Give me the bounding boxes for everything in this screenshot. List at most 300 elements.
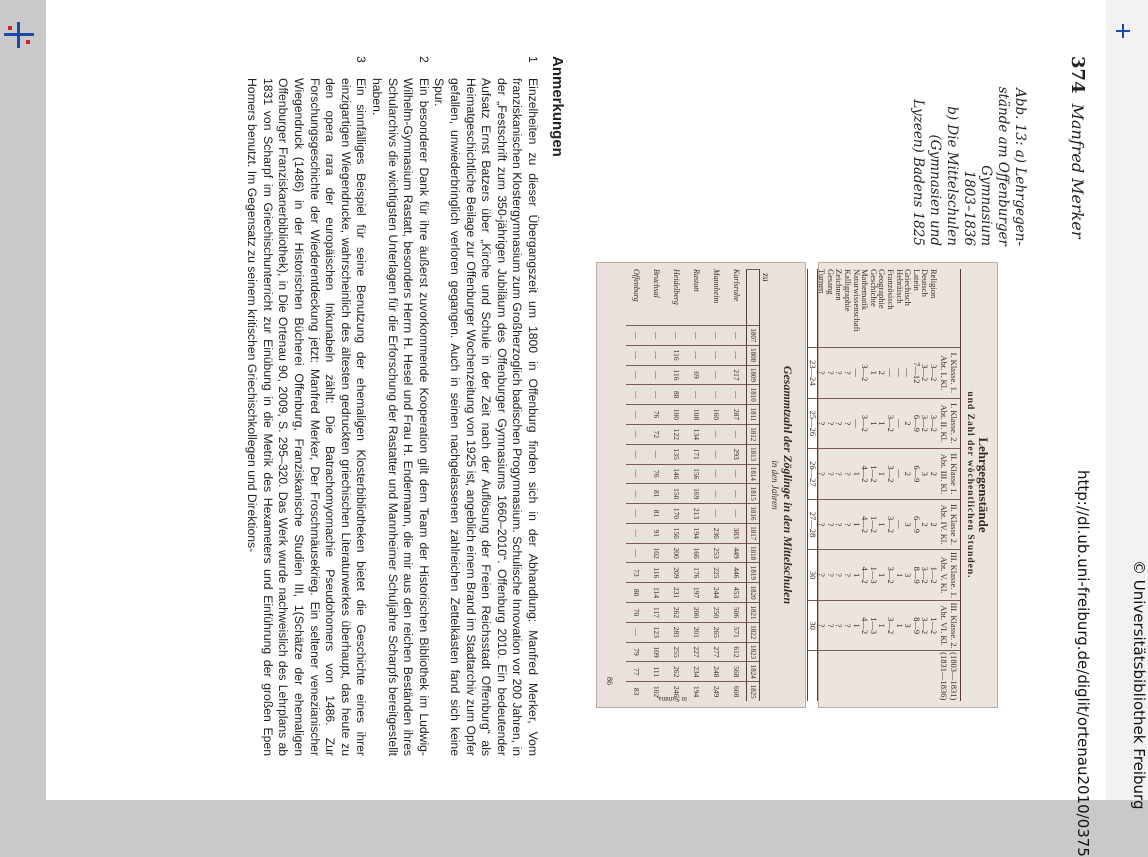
pupil-count-cell: 91 — [646, 523, 666, 543]
hours-cell: ? — [826, 499, 835, 550]
pupil-count-cell: 244 — [706, 582, 726, 602]
hours-cell: 1 — [878, 398, 887, 449]
hours-cell: ? — [818, 549, 827, 600]
subjects-header-cell: I. Klasse. 1. Abt. I. Kl. — [938, 347, 960, 398]
pupil-count-cell: — — [626, 365, 646, 385]
pupil-count-cell: 293 — [726, 444, 746, 464]
hours-cell: — — [895, 347, 904, 398]
hours-cell: 1 — [869, 398, 878, 449]
pupils-table-left-mark: zu — [761, 273, 771, 282]
author-name: Manfred Merker — [1068, 103, 1087, 239]
pupil-count-cell: 88 — [666, 384, 686, 404]
pupils-table-subtitle: in den Jahren — [770, 460, 780, 510]
hours-cell: — — [895, 398, 904, 449]
hours-cell: 3—2 — [929, 398, 938, 449]
pupil-count-cell: — — [726, 345, 746, 365]
caption-line: b) Die Mittelschulen — [944, 106, 960, 246]
permalink[interactable]: http://dl.ub.uni-freiburg.de/diglit/ortenau2010/0375 — [1074, 470, 1092, 857]
pupil-count-cell: — — [626, 523, 646, 543]
pupil-count-cell: 248 — [706, 661, 726, 681]
subject-label: Gesang — [825, 269, 836, 295]
pupil-count-cell: — — [626, 325, 646, 345]
pupil-count-cell: 209 — [666, 562, 686, 582]
pupil-count-cell: 156 — [666, 523, 686, 543]
pupil-count-cell: 265 — [706, 622, 726, 642]
hours-cell: — — [904, 347, 913, 398]
hours-cell: 8—9 — [912, 600, 921, 651]
hours-cell: 2 — [929, 448, 938, 499]
hours-cell: ? — [826, 398, 835, 449]
note-item — [368, 56, 430, 756]
pupils-extra-value: 86 — [605, 677, 614, 685]
totals-label — [808, 269, 818, 347]
hours-cell — [835, 650, 844, 701]
hours-cell: 2 — [929, 499, 938, 550]
pupil-count-cell: 169 — [686, 483, 706, 503]
pupil-count-cell: — — [626, 503, 646, 523]
hours-cell: 6—9 — [912, 398, 921, 449]
pupil-count-cell: 231 — [666, 582, 686, 602]
year-header-cell: 1813 — [746, 444, 759, 464]
pupil-count-cell: — — [706, 444, 726, 464]
pupil-count-cell: 217 — [726, 365, 746, 385]
caption-line: Gymnasium — [978, 165, 994, 246]
pupil-count-cell: 281 — [666, 622, 686, 642]
scanned-page — [46, 0, 1106, 800]
hours-cell: 1 — [895, 600, 904, 651]
pupil-count-cell: — — [706, 424, 726, 444]
pupil-count-cell: 449 — [726, 543, 746, 563]
note-item — [431, 56, 540, 756]
year-header-cell: 1818 — [746, 543, 759, 563]
pupil-count-cell: 255 — [666, 642, 686, 662]
place-label: Karlsruhe — [732, 269, 741, 302]
figure-caption — [909, 56, 1028, 246]
hours-cell: 3—2 — [886, 448, 895, 499]
pupil-count-cell: — — [706, 325, 726, 345]
hours-cell: — — [895, 448, 904, 499]
running-head — [1067, 56, 1088, 238]
hours-cell: ? — [826, 347, 835, 398]
year-header-cell: 1819 — [746, 562, 759, 582]
hours-cell — [869, 650, 878, 701]
hours-cell: — — [895, 499, 904, 550]
pupil-count-cell: 102 — [646, 543, 666, 563]
hours-cell: 3—2 — [921, 398, 930, 449]
pupil-count-cell: 117 — [646, 602, 666, 622]
hours-cell: 1 — [852, 448, 861, 499]
pupil-count-cell: — — [726, 424, 746, 444]
hours-cell: 3 — [904, 499, 913, 550]
copyright-line: © Universitätsbibliothek Freiburg — [1130, 560, 1148, 810]
pupil-count-cell: — — [626, 444, 646, 464]
hours-cell: 2 — [904, 398, 913, 449]
pupil-count-cell: 171 — [686, 444, 706, 464]
pupil-count-cell: 72 — [646, 424, 666, 444]
pupil-count-cell: 194 — [686, 681, 706, 701]
subject-label: Deutsch — [920, 269, 931, 297]
hours-cell: 3—2 — [921, 549, 930, 600]
hours-cell: ? — [818, 600, 827, 651]
hours-cell: 1 — [878, 499, 887, 550]
pupil-count-cell: 114 — [646, 582, 666, 602]
year-header-cell: 1821 — [746, 602, 759, 622]
pupil-count-cell: — — [626, 483, 646, 503]
pupil-count-cell: — — [626, 384, 646, 404]
hours-cell: 4—2 — [861, 499, 870, 550]
pupil-count-cell: 135 — [666, 444, 686, 464]
hours-cell: 2 — [904, 448, 913, 499]
pupil-count-cell: 568 — [726, 661, 746, 681]
library-mini-logo-icon[interactable] — [1116, 24, 1130, 38]
notes-heading: Anmerkungen — [549, 56, 566, 157]
subject-label: Geographie — [877, 269, 888, 309]
hours-cell: ? — [826, 448, 835, 499]
pupil-count-cell: 123 — [646, 622, 666, 642]
subjects-table-subtitle: und Zahl der wöchentlichen Stunden. — [965, 391, 975, 579]
library-logo-icon[interactable] — [4, 22, 34, 48]
pupils-grid — [626, 269, 760, 701]
subject-label: Latein — [911, 269, 922, 291]
pupil-count-cell: 122 — [666, 424, 686, 444]
pupil-count-cell: 77 — [626, 661, 646, 681]
pupil-count-cell: — — [626, 464, 646, 484]
pupil-count-cell: 197 — [686, 582, 706, 602]
pupil-count-cell: 111 — [646, 661, 666, 681]
subjects-header-cell: (1803—1831) (1831—1836) — [939, 652, 959, 701]
pupils-table — [596, 262, 806, 708]
pupil-count-cell: 116 — [666, 345, 686, 365]
pupil-count-cell: 506 — [726, 602, 746, 622]
pupil-count-cell: 160 — [706, 404, 726, 424]
pupil-count-cell: — — [726, 325, 746, 345]
year-header-cell: 1811 — [746, 404, 759, 424]
pupil-count-cell: — — [646, 384, 666, 404]
hours-cell: 3—2 — [886, 600, 895, 651]
total-hours-cell: 23—24 — [808, 347, 818, 398]
note-number: 2 — [416, 56, 431, 63]
note-text: Einzelheiten zu dieser Übergangszeit um 1800 in Offenburg finden sich in der Abhandlung: Manfred Merker, Vom franziskanischen Klostergymnasium zum Großherzoglich badischen Progymnasium. Schulische Innovation vor 200 Jahren, in der „Festschrift zum 350-jährigen Jubiläum des Offenburger Gymnasiums 1660–2010“. Offenburg 2010. Ein bedeutender Aufsatz Ernst Batzers über „Kirche und Schule in der Zeit nach der Auflösung der Freien Reichsstadt Offenburg“ als Heimatgeschichtliche Beilage zur Offenburger Wochenzeitung von 1925 ist, angeblich einem Brand im Stadtarchiv zum Opfer gefallen, unwiederbringlich verloren gegangen. Auch in seinen nachgelassenen zahlreichen Zettelkästen fand sich keine Spur. — [432, 78, 540, 756]
pupil-count-cell: — — [706, 345, 726, 365]
pupil-count-cell: 213 — [686, 503, 706, 523]
pupil-count-cell: — — [626, 622, 646, 642]
place-label: Mannheim — [712, 269, 721, 304]
pupil-count-cell: 81 — [646, 503, 666, 523]
pupil-count-cell: 102 — [646, 681, 666, 701]
pupil-count-cell: 70 — [626, 602, 646, 622]
pupil-count-cell: — — [706, 384, 726, 404]
pupil-count-cell: 116 — [646, 562, 666, 582]
hours-cell: 1 — [878, 600, 887, 651]
year-header-cell: 1817 — [746, 523, 759, 543]
year-header-cell: 1809 — [746, 365, 759, 385]
hours-cell: 6—9 — [912, 499, 921, 550]
pupils-corner-cell — [746, 269, 759, 325]
pupil-count-cell: — — [626, 424, 646, 444]
place-label: Heidelberg — [672, 269, 681, 305]
pupil-count-cell: 134 — [686, 424, 706, 444]
hours-cell: ? — [843, 347, 852, 398]
pupil-count-cell: 262 — [666, 602, 686, 622]
note-item — [244, 56, 369, 756]
year-header-cell: 1816 — [746, 503, 759, 523]
hours-cell: ? — [843, 600, 852, 651]
pupil-count-cell: — — [686, 325, 706, 345]
pupil-count-cell: 150 — [666, 483, 686, 503]
pupil-count-cell: 227 — [686, 642, 706, 662]
subject-label: Französisch — [886, 269, 897, 310]
hours-cell: ? — [818, 499, 827, 550]
caption-line: 1803–1836 — [961, 170, 977, 246]
pupil-count-cell: — — [626, 345, 646, 365]
hours-cell: — — [852, 347, 861, 398]
hours-cell — [852, 650, 861, 701]
pupil-count-cell: 194 — [686, 523, 706, 543]
pupil-count-cell: — — [666, 325, 686, 345]
year-header-cell: 1807 — [746, 325, 759, 345]
hours-cell: 1 — [878, 448, 887, 499]
pupil-count-cell: 80 — [626, 582, 646, 602]
subjects-table — [807, 262, 998, 708]
pupil-count-cell: 109 — [646, 642, 666, 662]
hours-cell: 1 — [852, 600, 861, 651]
pupil-count-cell: 81 — [646, 483, 666, 503]
subject-label: Griechisch — [903, 269, 914, 306]
hours-cell: 3—2 — [921, 600, 930, 651]
hours-cell: 1 — [852, 499, 861, 550]
pupil-count-cell: 608 — [726, 681, 746, 701]
hours-cell: ? — [826, 600, 835, 651]
hours-cell: ? — [835, 398, 844, 449]
pupil-count-cell: 83 — [626, 681, 646, 701]
year-header-cell: 1824 — [746, 661, 759, 681]
hours-cell: 3—2 — [886, 549, 895, 600]
total-hours-cell — [808, 650, 818, 701]
pupil-count-cell: 262 — [666, 661, 686, 681]
hours-cell — [929, 650, 938, 701]
pupil-count-cell: — — [726, 483, 746, 503]
subject-label: Naturwissenschaft — [851, 269, 862, 332]
hours-cell: 1—2 — [929, 600, 938, 651]
year-header-cell: 1808 — [746, 345, 759, 365]
year-header-cell: 1820 — [746, 582, 759, 602]
hours-cell: 3—2 — [886, 499, 895, 550]
hours-cell: ? — [843, 499, 852, 550]
hours-cell: 4—2 — [861, 600, 870, 651]
hours-cell: ? — [835, 600, 844, 651]
pupil-count-cell: 446 — [726, 562, 746, 582]
pupil-count-cell: 383 — [726, 523, 746, 543]
hours-cell: 3—2 — [921, 347, 930, 398]
hours-cell: ? — [835, 347, 844, 398]
hours-cell: 3 — [904, 549, 913, 600]
hours-cell: ? — [826, 549, 835, 600]
pupil-count-cell: — — [646, 365, 666, 385]
hours-cell: 4—2 — [861, 448, 870, 499]
pupil-count-cell: — — [706, 464, 726, 484]
pupil-count-cell: 156 — [686, 464, 706, 484]
pupil-count-cell: — — [726, 384, 746, 404]
pupil-count-cell: 170 — [666, 503, 686, 523]
pupil-count-cell: 253 — [706, 543, 726, 563]
pupil-count-cell: 200 — [666, 543, 686, 563]
hours-cell: 3—2 — [886, 398, 895, 449]
pupil-count-cell: 612 — [726, 642, 746, 662]
pupil-count-cell: 234 — [686, 661, 706, 681]
pupil-count-cell: 116 — [666, 365, 686, 385]
hours-cell: 6—9 — [912, 448, 921, 499]
subjects-header-cell — [938, 269, 960, 347]
page-number: 374 — [1067, 56, 1088, 94]
pupil-count-cell: 79 — [626, 642, 646, 662]
pupil-count-cell: 166 — [686, 543, 706, 563]
hours-cell: ? — [835, 448, 844, 499]
subject-label: Religion — [929, 269, 939, 299]
year-header-cell: 1812 — [746, 424, 759, 444]
pupil-count-cell: 176 — [686, 562, 706, 582]
notes-list — [244, 56, 540, 756]
hours-cell: 4—2 — [861, 549, 870, 600]
hours-cell: ? — [843, 549, 852, 600]
total-hours-cell: 27—28 — [808, 499, 818, 550]
pupil-count-cell: — — [646, 325, 666, 345]
subjects-header-cell: III. Klasse. 1. Abt. V. Kl. — [938, 549, 960, 600]
place-label: Rastatt — [692, 269, 701, 292]
pupil-count-cell: 100 — [666, 404, 686, 424]
hours-cell — [878, 650, 887, 701]
pupil-count-cell: 200 — [686, 602, 706, 622]
pupil-count-cell: 201 — [686, 622, 706, 642]
total-hours-cell: 30 — [808, 600, 818, 651]
hours-cell: ? — [818, 448, 827, 499]
total-hours-cell: 30 — [808, 549, 818, 600]
year-header-cell: 1822 — [746, 622, 759, 642]
subject-label: Hebräisch — [894, 269, 905, 304]
hours-cell: 2 — [921, 499, 930, 550]
pupil-count-cell: — — [686, 345, 706, 365]
hours-cell — [921, 650, 930, 701]
pupil-count-cell: 249 — [706, 681, 726, 701]
hours-cell: 3—2 — [861, 347, 870, 398]
total-hours-cell: 26—27 — [808, 448, 818, 499]
caption-line: (Gymnasien und — [927, 134, 943, 246]
place-label: Bruchsal — [652, 269, 661, 298]
pupil-count-cell: 250 — [706, 602, 726, 622]
hours-cell: 1—3 — [869, 600, 878, 651]
hours-cell: 1—3 — [869, 549, 878, 600]
subjects-header-cell: II. Klasse 2. Abt. IV. Kl. — [938, 499, 960, 550]
pupil-count-cell: — — [706, 483, 726, 503]
pupil-count-cell: 225 — [706, 562, 726, 582]
hours-cell — [826, 650, 835, 701]
caption-line: stände am Offenburger — [995, 86, 1011, 246]
hours-cell: 3 — [904, 600, 913, 651]
subject-label: Geschichte — [868, 269, 879, 307]
hours-cell: 1—2 — [929, 549, 938, 600]
subjects-header-cell: II. Klasse 1. Abt. III. Kl. — [938, 448, 960, 499]
hours-cell: ? — [843, 398, 852, 449]
pupil-count-cell: 146 — [666, 464, 686, 484]
pupil-count-cell: 277 — [706, 642, 726, 662]
pupil-count-cell: 108 — [686, 404, 706, 424]
pupil-count-cell: 76 — [646, 464, 666, 484]
subjects-grid — [807, 269, 961, 701]
hours-cell — [886, 650, 895, 701]
hours-cell — [818, 650, 827, 701]
total-hours-cell: 25—26 — [808, 398, 818, 449]
hours-cell — [904, 650, 913, 701]
pupil-count-cell: 236 — [706, 523, 726, 543]
subject-label: Mathematik — [860, 269, 871, 311]
pupil-count-cell: — — [686, 384, 706, 404]
pupil-count-cell: — — [706, 503, 726, 523]
hours-cell: 1—2 — [869, 448, 878, 499]
pupil-count-cell: 571 — [726, 622, 746, 642]
hours-cell — [861, 650, 870, 701]
hours-cell — [912, 650, 921, 701]
pupil-count-cell: 246 — [666, 681, 686, 701]
caption-line: Abb. 13: a) Lehrgegen- — [1012, 88, 1028, 246]
note-number: 1 — [526, 56, 540, 63]
hours-cell: ? — [835, 549, 844, 600]
note-text: Ein besonderer Dank für ihre äußerst zuvorkommende Kooperation gilt dem Team der Historischen Bibliothek im Ludwig-Wilhelm-Gymnasium Rastatt, besonders Herrn H. Hesel und Frau H. Endermann, die mir aus den reichen Beständen ihres Schularchivs die wichtigsten Unterlagen für die Erforschung der Rastatter und Mannheimer Schuljahre Scharpfs bereitgestellt haben. — [370, 78, 431, 756]
hours-cell: 1 — [869, 347, 878, 398]
hours-cell: ? — [835, 499, 844, 550]
hours-cell — [843, 650, 852, 701]
pupil-count-cell: 287 — [726, 404, 746, 424]
hours-cell: 3 — [921, 448, 930, 499]
note-number: 3 — [354, 56, 369, 63]
hours-cell: 1—2 — [869, 499, 878, 550]
hours-cell: 1 — [878, 549, 887, 600]
pupil-count-cell: 69 — [686, 365, 706, 385]
pupil-count-cell: — — [706, 365, 726, 385]
year-header-cell: 1814 — [746, 464, 759, 484]
year-header-cell: 1825 — [746, 681, 759, 701]
hours-cell: — — [886, 347, 895, 398]
hours-cell: ? — [818, 347, 827, 398]
year-header-cell: 1815 — [746, 483, 759, 503]
pupils-table-title: Gesammtzahl der Zöglinge in den Mittelschulen — [781, 365, 795, 605]
pupil-count-cell: — — [646, 345, 666, 365]
place-label: Offenburg — [632, 269, 641, 302]
pupil-count-cell: — — [646, 444, 666, 464]
subject-label: Zeichnen — [834, 269, 845, 301]
subjects-table-title: Lehrgegenstände — [976, 437, 991, 533]
pupil-count-cell: 76 — [646, 404, 666, 424]
hours-cell: — — [852, 398, 861, 449]
hours-cell: 3—2 — [929, 347, 938, 398]
hours-cell: ? — [818, 398, 827, 449]
subjects-header-cell: III. Klasse. 2. Abt. VI. Kl. — [938, 600, 960, 651]
year-header-cell: 1810 — [746, 384, 759, 404]
hours-cell: 7—12 — [912, 347, 921, 398]
pupil-count-cell: — — [726, 464, 746, 484]
hours-cell: 1 — [852, 549, 861, 600]
hours-cell: 8—9 — [912, 549, 921, 600]
hours-cell: 1 — [895, 549, 904, 600]
subjects-header-cell: I. Klasse. 2. Abt. II. Kl. — [938, 398, 960, 449]
pupil-count-cell: — — [626, 404, 646, 424]
pupil-count-cell: — — [726, 503, 746, 523]
pupil-count-cell: 73 — [626, 562, 646, 582]
hours-cell: ? — [843, 448, 852, 499]
subject-label: Turnen — [817, 269, 828, 294]
pupil-count-cell: 453 — [726, 582, 746, 602]
caption-line: Lyzeen) Badens 1825 — [910, 99, 926, 246]
year-header-cell: 1823 — [746, 642, 759, 662]
subject-label: Kalligraphie — [843, 269, 854, 312]
